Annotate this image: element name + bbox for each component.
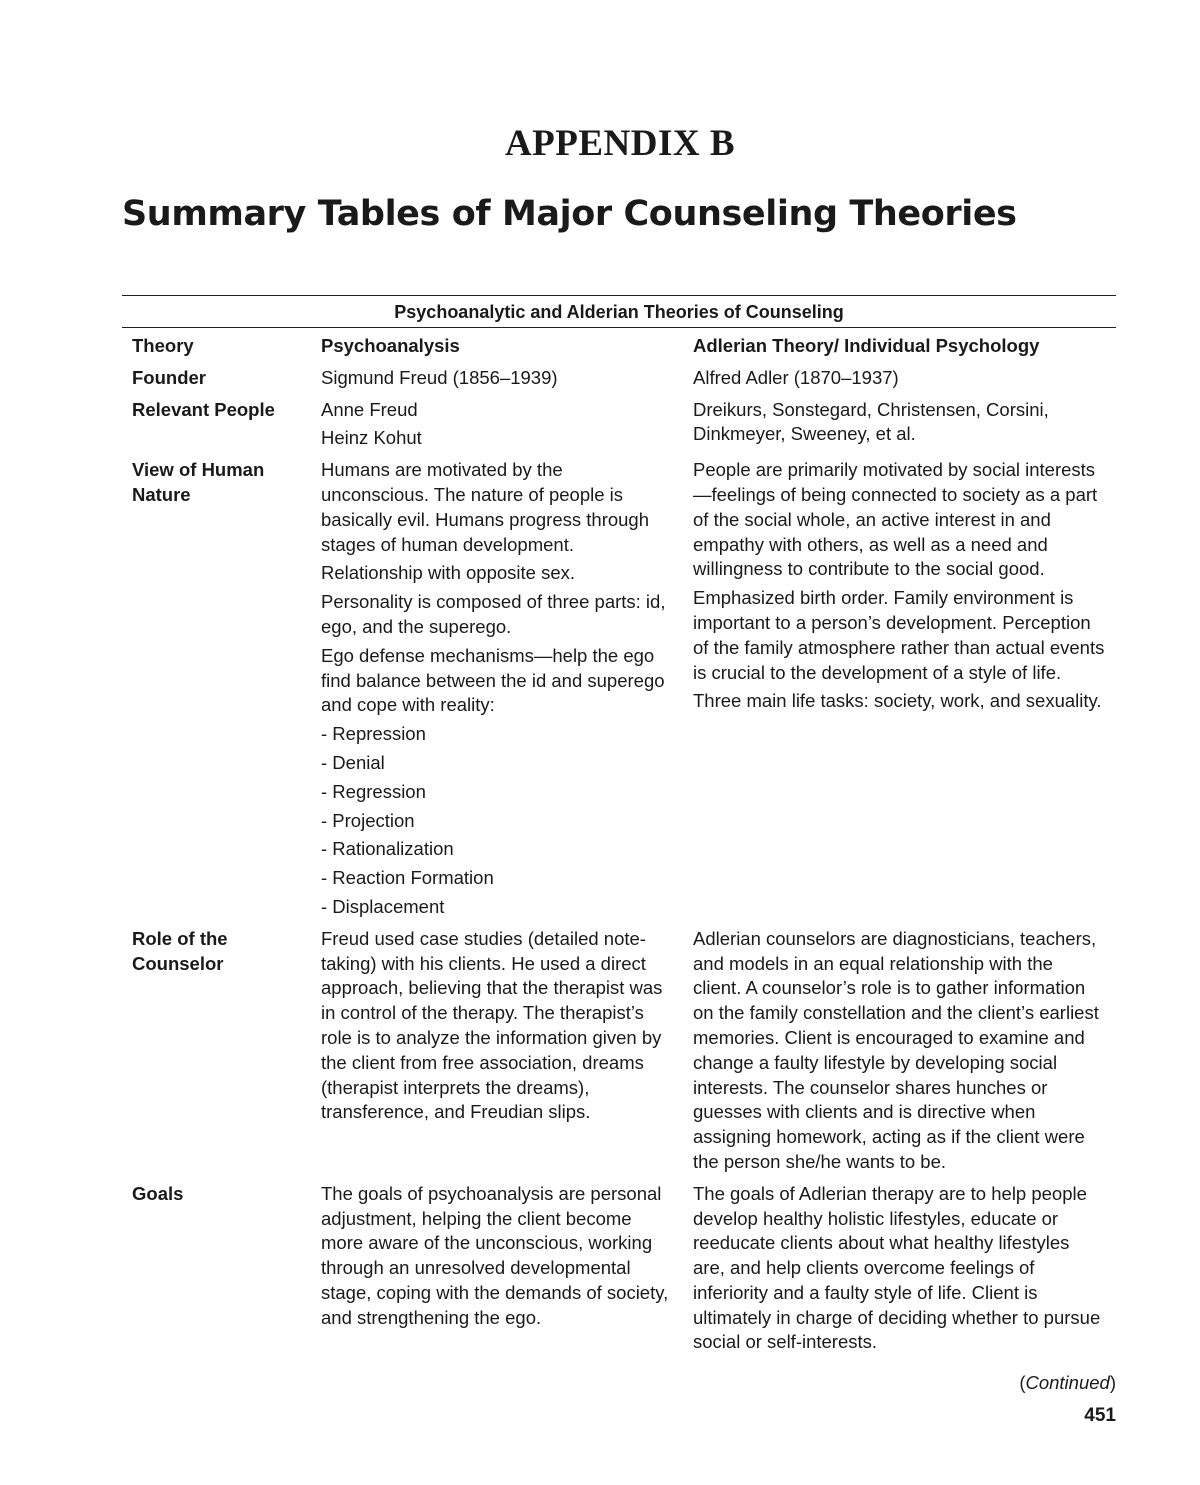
continued-note — [1019, 1372, 1116, 1394]
cell-paragraph: Heinz Kohut — [321, 427, 422, 449]
cell-paragraph: - Projection — [321, 809, 415, 831]
cell-paragraph: - Rationalization — [321, 838, 454, 860]
psychoanalysis-cell — [311, 927, 683, 1182]
cell-paragraph: Humans are motivated by the unconscious. The nature of people is basically evil. Humans progress through stages of human development. — [321, 459, 650, 555]
table-row — [122, 398, 1116, 459]
page-title: Summary Tables of Major Counseling Theories — [122, 194, 1017, 234]
cell-paragraph: Alfred Adler (1870–1937) — [693, 366, 899, 388]
theory-summary-table-container — [122, 295, 1116, 1362]
cell-paragraph: Sigmund Freud (1856–1939) — [321, 366, 558, 388]
header-psychoanalysis-cell: Psychoanalysis — [321, 335, 460, 356]
cell-paragraph: - Reaction Formation — [321, 867, 494, 889]
cell-paragraph: Relationship with opposite sex. — [321, 562, 576, 584]
cell-paragraph: Three main life tasks: society, work, and sexuality. — [693, 690, 1102, 712]
psychoanalysis-cell — [311, 1182, 683, 1363]
adlerian-cell — [683, 927, 1116, 1182]
adlerian-cell — [683, 1182, 1116, 1363]
table-header-row — [122, 328, 1116, 366]
row-label: Relevant People — [132, 398, 275, 420]
adlerian-cell — [683, 458, 1116, 927]
table-row — [122, 1182, 1116, 1363]
cell-paragraph: The goals of psychoanalysis are personal adjustment, helping the client become more aware of the unconscious, working through an unresolved developmental stage, coping with the demands of society, and strengthening the ego. — [321, 1182, 669, 1328]
cell-paragraph: - Denial — [321, 751, 385, 773]
cell-paragraph: - Repression — [321, 723, 426, 745]
cell-paragraph: The goals of Adlerian therapy are to help people develop healthy holistic lifestyles, educate or reeducate clients about what healthy lifestyles are, and help clients overcome feelings of inferiority and a faulty style of life. Client is ultimately in charge of deciding whether to pursue social or self-interests. — [693, 1182, 1101, 1353]
table-row — [122, 458, 1116, 927]
row-label: Founder — [132, 366, 206, 388]
row-label: View of Human Nature — [132, 459, 265, 505]
adlerian-cell — [683, 366, 1116, 398]
cell-paragraph: People are primarily motivated by social interests—feelings of being connected to society as a part of the social whole, an active interest in and empathy with others, as well as a need and willingness to contribute to the social good. — [693, 459, 1098, 580]
table-row — [122, 366, 1116, 398]
adlerian-cell — [683, 398, 1116, 459]
cell-paragraph: Dreikurs, Sonstegard, Christensen, Corsini, Dinkmeyer, Sweeney, et al. — [693, 398, 1049, 445]
row-label: Role of the Counselor — [132, 927, 228, 974]
table-caption: Psychoanalytic and Alderian Theories of Counseling — [394, 302, 844, 322]
cell-paragraph: Personality is composed of three parts: id, ego, and the superego. — [321, 591, 666, 637]
cell-paragraph: Ego defense mechanisms—help the ego find balance between the id and superego and cope with reality: — [321, 644, 665, 716]
cell-paragraph: Adlerian counselors are diagnosticians, teachers, and models in an equal relationship with the client. A counselor’s role is to gather information on the family constellation and the client’s earliest memories. Client is encouraged to examine and change a faulty lifestyle by developing social interests. The counselor shares hunches or guesses with clients and is directive when assigning homework, acting as if the client were the person she/he wants to be. — [693, 927, 1099, 1172]
cell-paragraph: Anne Freud — [321, 398, 418, 420]
cell-paragraph: Emphasized birth order. Family environment is important to a person’s development. Perception of the family atmosphere rather than actual events is crucial to the development of a style of life. — [693, 587, 1105, 683]
continued-close-paren: ) — [1109, 1372, 1116, 1393]
psychoanalysis-cell — [311, 458, 683, 927]
row-label: Goals — [132, 1182, 184, 1204]
psychoanalysis-cell — [311, 398, 683, 459]
theory-summary-table — [122, 328, 1116, 1362]
cell-paragraph: - Regression — [321, 780, 426, 802]
header-adlerian-cell: Adlerian Theory/ Individual Psychology — [693, 335, 1040, 356]
continued-word: Continued — [1025, 1372, 1110, 1393]
continued-open-paren: ( — [1019, 1372, 1026, 1393]
appendix-heading: APPENDIX B — [504, 123, 736, 164]
cell-paragraph: - Displacement — [321, 895, 445, 917]
cell-paragraph: Freud used case studies (detailed note-taking) with his clients. He used a direct approach, believing that the therapist was in control of the therapy. The therapist’s role is to analyze the information given by the client from free association, dreams (therapist interprets the dreams), transference, and Freudian slips. — [321, 927, 663, 1123]
page-number: 451 — [1084, 1405, 1116, 1426]
psychoanalysis-cell — [311, 366, 683, 398]
table-body — [122, 328, 1116, 1362]
header-label-cell: Theory — [132, 335, 194, 356]
table-row — [122, 927, 1116, 1182]
